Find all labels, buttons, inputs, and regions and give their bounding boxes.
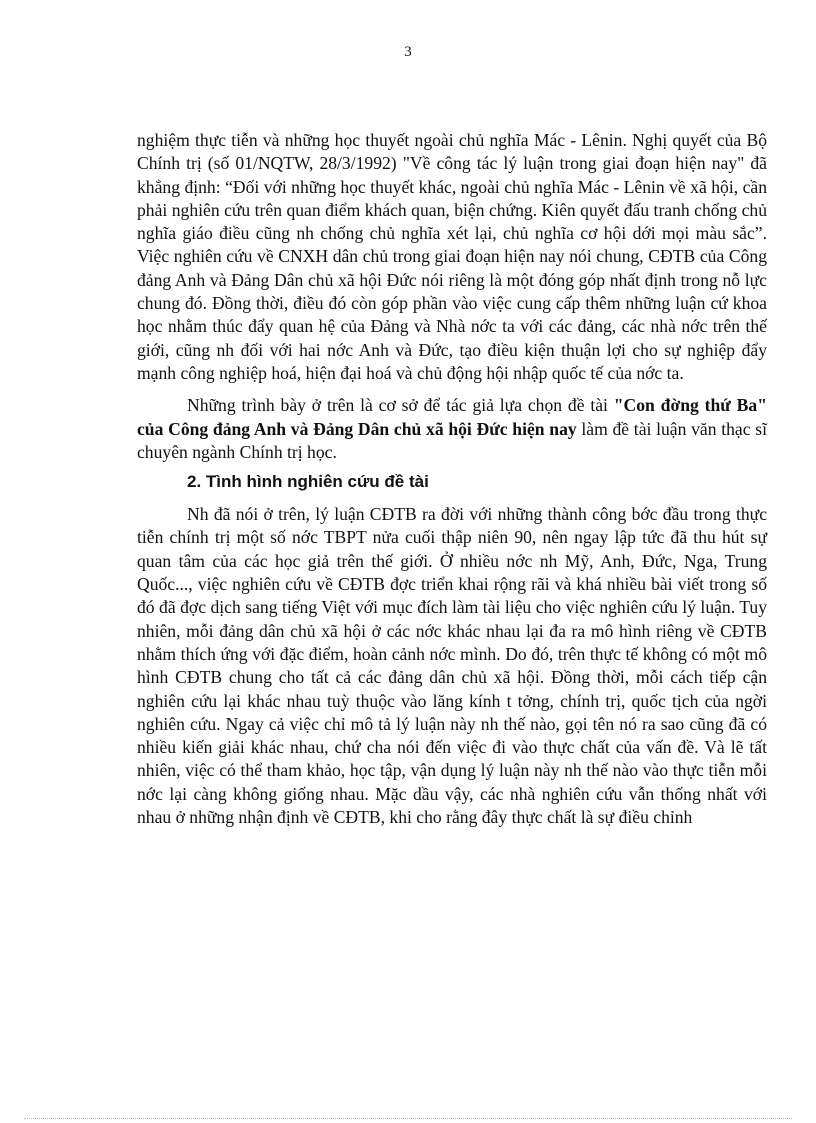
- paragraph-research-status: Nh đã nói ở trên, lý luận CĐTB ra đời với những thành công bớc đầu trong thực tiễn chính trị một số nớc TBPT nửa cuối thập niên 90, nên ngay lập tức đã thu hút sự quan tâm của các học giả trên thế giới. Ở nhiều nớc nh Mỹ, Anh, Đức, Nga, Trung Quốc..., việc nghiên cứu về CĐTB đợc triển khai rộng rãi và khá nhiều bài viết trong số đó đã đợc dịch sang tiếng Việt với mục đích làm tài liệu cho việc nghiên cứu lý luận. Tuy nhiên, mỗi đảng dân chủ xã hội ở các nớc khác nhau lại đa ra mô hình riêng về CĐTB nhằm thích ứng với đặc điểm, hoàn cảnh nớc mình. Do đó, trên thực tế không có một mô hình CĐTB chung cho tất cả các đảng dân chủ xã hội. Đồng thời, mỗi cách tiếp cận nghiên cứu lại khác nhau tuỳ thuộc vào lăng kính t tởng, chính trị, quốc tịch của ngời nghiên cứu. Ngay cả việc chỉ mô tả lý luận này nh thế nào, gọi tên nó ra sao cũng đã có nhiều kiến giải khác nhau, chứ cha nói đến việc đi vào thực chất của vấn đề. Và lẽ tất nhiên, việc có thể tham khảo, học tập, vận dụng lý luận này nh thế nào vào thực tiễn mỗi nớc lại càng không giống nhau. Mặc dầu vậy, các nhà nghiên cứu vẫn thống nhất với nhau ở những nhận định về CĐTB, khi cho rằng đây thực chất là sự điều chỉnh: [137, 504, 767, 828]
- thesis-title: "Con đờng thứ Ba" của Công đảng Anh và Đảng Dân chủ xã hội Đức hiện nay: [137, 395, 767, 439]
- paragraph-text-after: làm đề tài luận văn thạc sĩ chuyên ngành Chính trị học.: [137, 418, 767, 462]
- page-number: 3: [404, 44, 412, 60]
- paragraph-continuation: nghiệm thực tiễn và những học thuyết ngoài chủ nghĩa Mác - Lênin. Nghị quyết của Bộ Chính trị (số 01/NQTW, 28/3/1992) "Về công tác lý luận trong giai đoạn hiện nay" đã khẳng định: “Đối với những học thuyết khác, ngoài chủ nghĩa Mác - Lênin về xã hội, cần phải nghiên cứu trên quan điểm khách quan, biện chứng. Kiên quyết đấu tranh chống chủ nghĩa giáo điều cũng nh chống chủ nghĩa xét lại, chủ nghĩa cơ hội dới mọi màu sắc”. Việc nghiên cứu về CNXH dân chủ trong giai đoạn hiện nay nói chung, CĐTB của Công đảng Anh và Đảng Dân chủ xã hội Đức nói riêng là một đóng góp nhất định trong nỗ lực chung đó. Đồng thời, điều đó còn góp phần vào việc cung cấp thêm những luận cứ khoa học nhằm thúc đẩy quan hệ của Đảng và Nhà nớc ta với các đảng, các nhà nớc trên thế giới, cũng nh đối với hai nớc Anh và Đức, tạo điều kiện thuận lợi cho sự nghiệp đẩy mạnh công nghiệp hoá, hiện đại hoá và chủ động hội nhập quốc tế của nớc ta.: [137, 130, 767, 383]
- document-body: [137, 129, 767, 829]
- section-heading: 2. Tình hình nghiên cứu đề tài: [187, 472, 429, 492]
- paragraph-topic-choice: [137, 394, 767, 464]
- page-bottom-divider: [24, 1118, 792, 1119]
- paragraph-text-before: Những trình bày ở trên là cơ sở để tác giả lựa chọn đề tài: [187, 395, 614, 416]
